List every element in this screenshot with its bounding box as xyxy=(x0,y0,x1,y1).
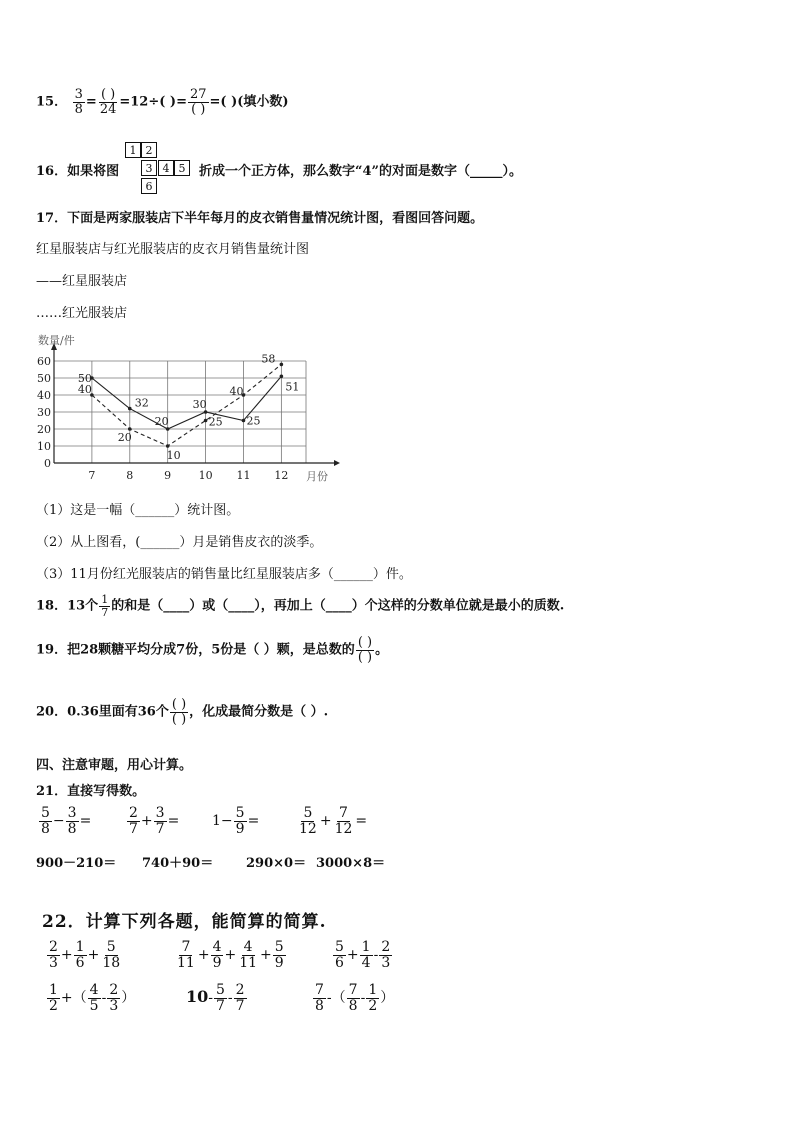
data-point xyxy=(242,419,246,423)
data-label: 40 xyxy=(77,383,92,396)
data-point xyxy=(128,407,132,411)
data-label: 10 xyxy=(166,449,181,462)
q22-expr-4: $\frac{1}{2}$ +（ $\frac{4}{5}$ - $\frac{2}{3}$ ） xyxy=(49,982,136,1014)
q21-item-2: $\frac{2}{7}$ + $\frac{3}{7}$ = xyxy=(129,805,180,837)
net-cell-5: 5 xyxy=(174,160,190,176)
q17-sub3: （3）11月份红光服装店的销售量比红星服装店多（______）件。 xyxy=(36,567,412,582)
chart-title: 红星服装店与红光服装店的皮衣月销售量统计图 xyxy=(36,242,310,257)
data-label: 51 xyxy=(285,380,300,394)
y-tick-label: 60 xyxy=(37,355,51,368)
data-point xyxy=(204,419,208,423)
q18: 18．13个 $\frac{1}{7}$ 的和是（____）或（____），再加上（____）个这样的分数单位就是最小的质数. xyxy=(36,593,565,619)
data-point xyxy=(280,363,284,367)
q20: 20．0.36里面有36个 $\frac{( )}{( )}$ ，化成最简分数是（ ）. xyxy=(36,697,329,727)
data-label: 32 xyxy=(134,396,149,410)
x-tick-label: 8 xyxy=(126,469,134,482)
y-tick-label: 50 xyxy=(37,372,51,385)
q21-title: 21．直接写得数。 xyxy=(36,784,146,799)
q22-expr-1: $\frac{2}{3}$ + $\frac{1}{6}$ + $\frac{5}{18}$ xyxy=(49,939,121,971)
y-tick-label: 20 xyxy=(37,423,51,436)
data-label: 50 xyxy=(77,372,92,385)
x-tick-label: 9 xyxy=(164,469,172,482)
q15-frac-1: $\frac{3}{8}$ xyxy=(74,87,83,117)
q22-title: 22．计算下列各题，能简算的简算. xyxy=(42,912,327,932)
q19: 19．把28颗糖平均分成7份，5份是（ ）颗，是总数的 $\frac{( )}{( )}$ 。 xyxy=(36,635,389,665)
q22-expr-2: $\frac{7}{11}$ + $\frac{4}{9}$ + $\frac{4}{11}$ + $\frac{5}{9}$ xyxy=(177,939,284,971)
data-label: 20 xyxy=(117,431,132,444)
x-tick-label: 7 xyxy=(88,469,96,482)
q17-sub1: （1）这是一幅（______）统计图。 xyxy=(36,503,240,518)
legend-solid: ——红星服装店 xyxy=(36,274,128,289)
net-cell-1: 1 xyxy=(125,142,141,158)
x-tick-label: 10 xyxy=(198,469,213,482)
q15-frac-3: $\frac{27}{( )}$ xyxy=(189,87,207,117)
q17-stem: 17．下面是两家服装店下半年每月的皮衣销售量情况统计图，看图回答问题。 xyxy=(36,211,484,226)
net-cell-4: 4 xyxy=(158,160,174,176)
q21-item-4: $\frac{5}{12}$ + $\frac{7}{12}$ = xyxy=(299,805,368,837)
cube-net xyxy=(125,142,205,198)
net-cell-2: 2 xyxy=(141,142,157,158)
x-axis-label: 月份 xyxy=(306,470,328,483)
section-4-heading: 四、注意审题，用心计算。 xyxy=(36,758,193,773)
y-tick-label: 10 xyxy=(37,440,51,453)
x-tick-label: 11 xyxy=(236,469,251,482)
line-chart xyxy=(30,330,350,488)
data-label: 40 xyxy=(229,385,244,398)
data-point xyxy=(166,444,170,448)
data-label: 30 xyxy=(192,398,207,411)
y-axis-label: 数量/件 xyxy=(38,334,75,347)
data-label: 25 xyxy=(246,414,261,428)
x-axis-arrow xyxy=(334,460,340,466)
q22-expr-3: $\frac{5}{6}$ + $\frac{1}{4}$ - $\frac{2}{3}$ xyxy=(335,939,391,971)
q22-expr-5: 10- $\frac{5}{7}$ - $\frac{2}{7}$ xyxy=(186,982,245,1014)
x-tick-label: 12 xyxy=(274,469,289,482)
q21-calc-1: 900－210＝ xyxy=(36,856,117,871)
q21-calc-4: 3000×8＝ xyxy=(316,856,386,871)
data-label: 25 xyxy=(208,415,223,429)
q20-frac: $\frac{( )}{( )}$ xyxy=(171,697,187,727)
q21-calc-2: 740＋90＝ xyxy=(142,856,214,871)
y-tick-label: 30 xyxy=(37,406,51,419)
data-label: 58 xyxy=(261,352,276,366)
q19-frac: $\frac{( )}{( )}$ xyxy=(357,635,373,665)
q21-calc-3: 290×0＝ xyxy=(246,856,307,871)
q21-item-1: $\frac{5}{8}$ − $\frac{3}{8}$ = xyxy=(41,805,92,837)
data-point xyxy=(280,375,284,379)
q22-expr-6: $\frac{7}{8}$ -（ $\frac{7}{8}$ - $\frac{1}{2}$ ） xyxy=(315,982,395,1014)
q21-item-3: 1− $\frac{5}{9}$ = xyxy=(212,805,260,837)
q16: 16．如果将图 xyxy=(36,164,120,179)
q15: 15． $\frac{3}{8}$ = $\frac{( )}{24}$ =12÷( )= $\frac{27}{( )}$ =( )(填小数) xyxy=(36,87,289,117)
q16-post: 折成一个正方体，那么数字“4”的对面是数字（_____）。 xyxy=(199,164,523,179)
y-tick-label: 0 xyxy=(44,457,51,470)
chart-labels xyxy=(37,333,328,483)
y-tick-label: 40 xyxy=(37,389,51,402)
q17-sub2: （2）从上图看，(______）月是销售皮衣的淡季。 xyxy=(36,535,323,550)
legend-dashed: ……红光服装店 xyxy=(36,306,128,321)
q15-frac-2: $\frac{( )}{24}$ xyxy=(99,87,117,117)
net-cell-3: 3 xyxy=(141,160,157,176)
net-cell-6: 6 xyxy=(141,178,157,194)
q18-frac: $\frac{1}{7}$ xyxy=(101,593,109,619)
data-label: 20 xyxy=(154,415,169,428)
